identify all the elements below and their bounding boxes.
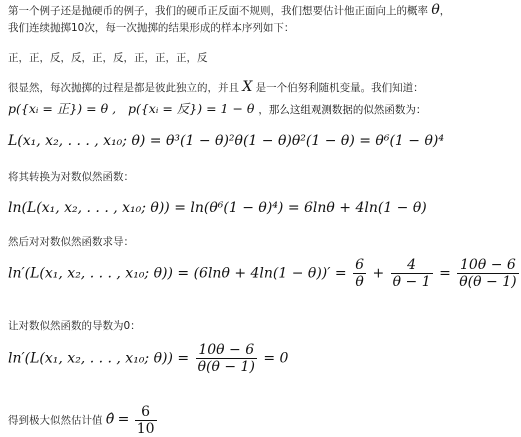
log-transform-text: 将其转换为对数似然函数： (8, 171, 134, 183)
log-likelihood-formula: ln(L(x₁, x₂, . . . , x₁₀; θ)) = ln(θ⁶(1 − θ)⁴) = 6lnθ + 4ln(1 − θ) (8, 200, 427, 216)
fraction-zero (196, 342, 257, 375)
fraction-combined (457, 257, 518, 290)
random-variable-x: X (242, 79, 253, 95)
equals-sign: = (439, 265, 451, 282)
theta-hat: θ̂ (105, 411, 115, 428)
independence-line (8, 81, 424, 95)
prob-tail-text: ，那么这组观测数据的似然函数为： (258, 104, 427, 116)
fraction-numerator: 4 (391, 257, 433, 274)
derivative-text: 然后对对数似然函数求导： (8, 236, 134, 248)
fraction-denominator: θ(θ − 1) (459, 274, 517, 290)
intro-comma: ， (439, 5, 451, 17)
fraction-denominator: 10 (136, 421, 155, 437)
fraction-denominator: θ (355, 274, 364, 290)
sample-sequence: 正，正，反，反，正，反，正，正，正，反 (8, 52, 208, 64)
independence-text-2: 是一个伯努利随机变量。我们知道： (255, 82, 424, 94)
fraction-numerator: 6 (355, 257, 364, 273)
zero-rhs: = 0 (263, 350, 289, 367)
prob-heads: p({xᵢ = 正}) = θ , (8, 101, 117, 116)
theta-symbol: θ (431, 2, 440, 18)
fraction-numerator: 10θ − 6 (457, 257, 518, 274)
derivative-lhs: ln′(L(x₁, x₂, . . . , x₁₀; θ)) = (6lnθ + 4ln(1 − θ))′ = (8, 265, 347, 282)
likelihood-formula: L(x₁, x₂, . . . , x₁₀; θ) = θ³(1 − θ)²θ(1 − θ)θ²(1 − θ) = θ⁶(1 − θ)⁴ (8, 133, 444, 149)
fraction-4-theta-minus-1 (391, 257, 433, 290)
fraction-numerator: 10θ − 6 (196, 342, 257, 359)
fraction-6-theta (353, 257, 366, 290)
fraction-denominator: θ(θ − 1) (197, 359, 255, 375)
zero-derivative-formula (8, 342, 288, 375)
plus-sign: + (372, 265, 385, 282)
intro-line-2: 我们连续抛掷10次，每一次抛掷的结果形成的样本序列如下： (8, 22, 295, 34)
result-line (8, 404, 159, 437)
fraction-denominator: θ − 1 (392, 274, 431, 290)
intro-text: 第一个例子还是抛硬币的例子，我们的硬币正反面不规则，我们想要估计他正面向上的概率 (8, 5, 428, 17)
set-zero-text: 让对数似然函数的导数为0： (8, 320, 141, 332)
independence-text-1: 很显然，每次抛掷的过程是都是彼此独立的，并且 (8, 82, 239, 94)
fraction-result (135, 404, 157, 437)
fraction-numerator: 6 (135, 404, 157, 421)
prob-tails: p({xᵢ = 反}) = 1 − θ (127, 101, 255, 116)
equals-sign: = (117, 411, 130, 428)
derivative-formula (8, 257, 521, 290)
result-text: 得到极大似然估计值 (8, 414, 103, 427)
zero-lhs: ln′(L(x₁, x₂, . . . , x₁₀; θ)) = (8, 350, 190, 367)
probability-line (8, 99, 426, 117)
intro-line-1 (8, 4, 450, 18)
